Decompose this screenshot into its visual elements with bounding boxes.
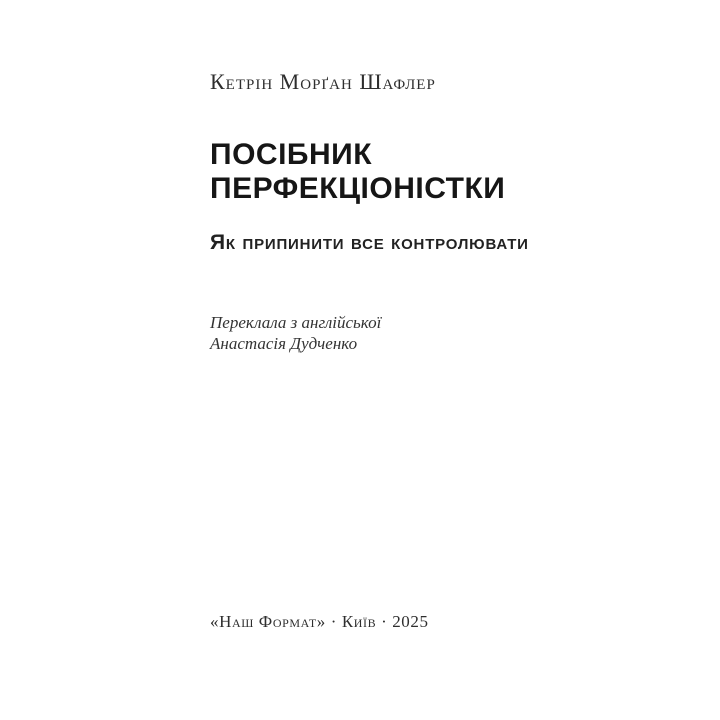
translator-credit-line-2: Анастасія Дудченко [210, 334, 358, 353]
book-subtitle: Як припинити все контролювати [210, 231, 529, 254]
imprint-line: «Наш Формат» · Київ · 2025 [210, 612, 429, 631]
book-title-line-1: ПОСІБНИК [210, 138, 372, 171]
translator-credit-line-1: Переклала з англійської [210, 313, 382, 332]
book-title [210, 138, 505, 206]
translator-credit [210, 312, 381, 354]
book-title-line-2: ПЕРФЕКЦІОНІСТКИ [210, 172, 506, 205]
author-name: Кетрін Морґан Шафлер [210, 69, 436, 94]
